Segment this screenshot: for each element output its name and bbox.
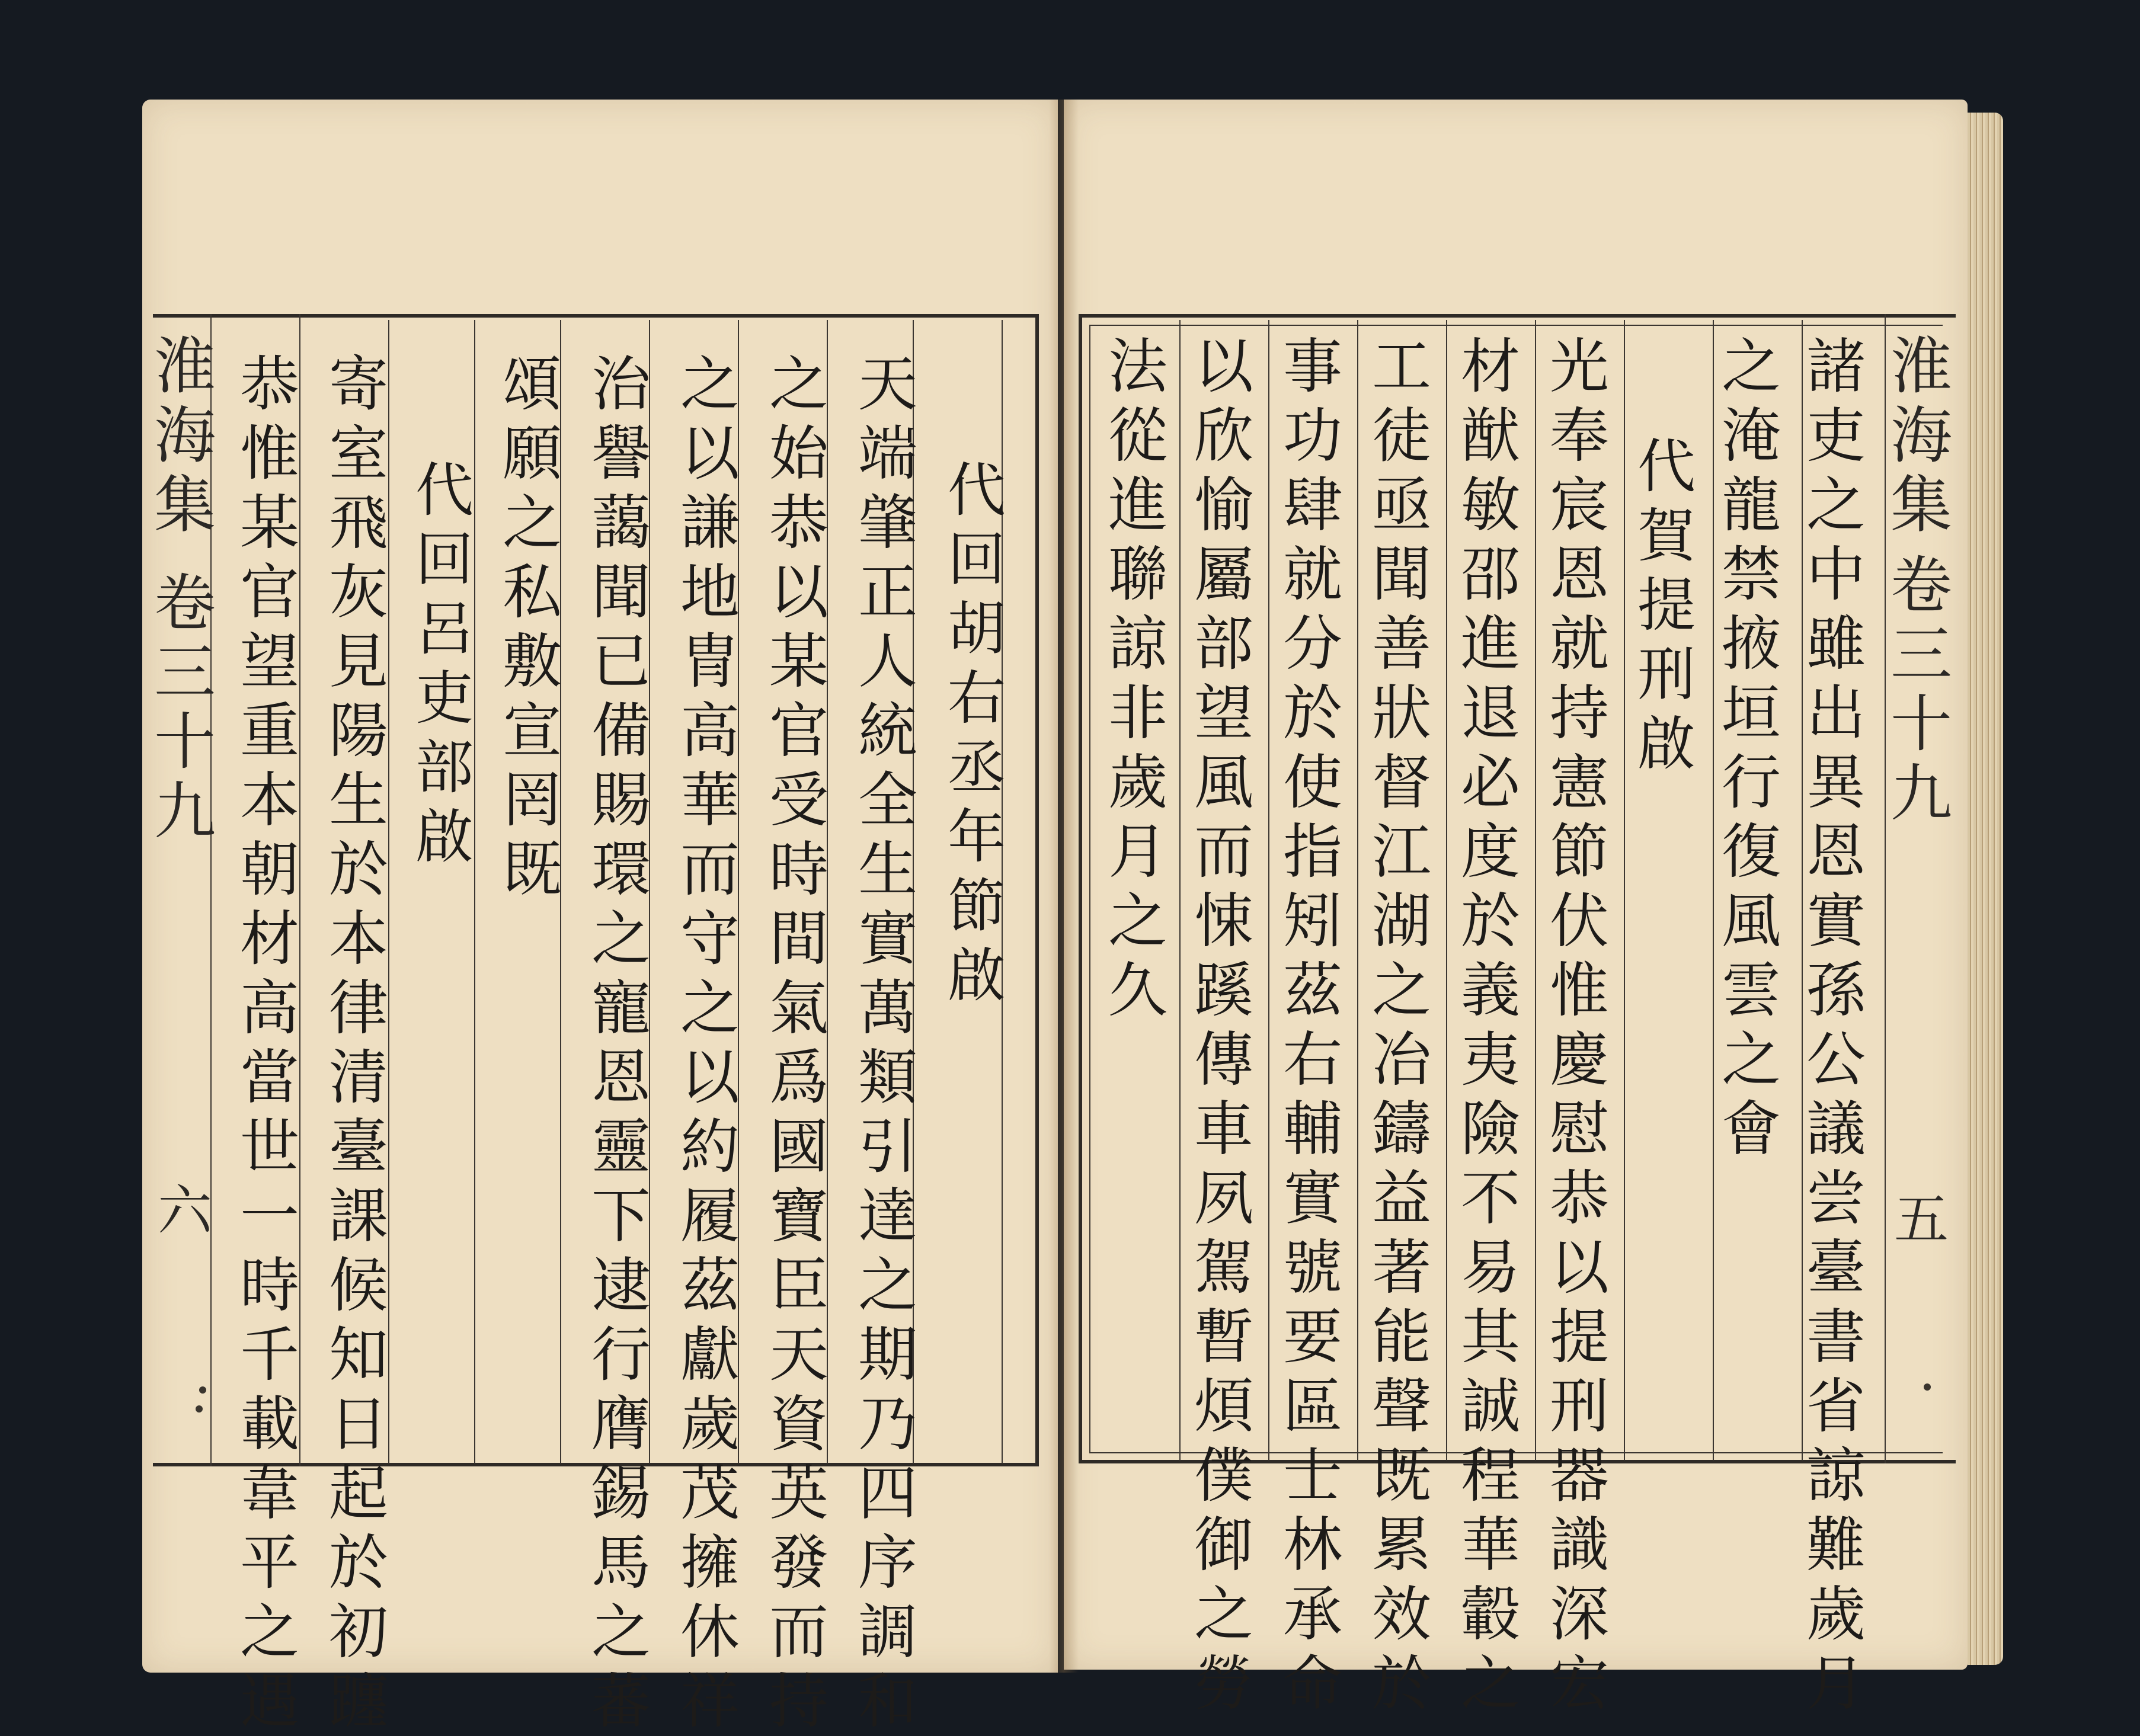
left-column-rule [388, 320, 389, 1463]
right-column-rule [1802, 320, 1803, 1460]
right-column-rule [1713, 320, 1714, 1460]
left-column-7: 代 回 呂 吏 部 啟 [415, 457, 474, 871]
left-column-8: 寄 室 飛 灰 見 陽 生 於 本 律 清 臺 課 候 知 日 起 於 初 躔 [329, 350, 388, 1736]
right-column-rule [1535, 320, 1536, 1460]
right-margin-rule [1885, 314, 1886, 1463]
right-column-1: 諸 吏 之 中 雖 出 異 恩 實 孫 公 議 尝 臺 書 省 諒 難 歲 月 [1806, 332, 1866, 1718]
right-folio-number: 五 [1893, 1188, 1949, 1251]
right-column-rule [1446, 320, 1447, 1460]
right-column-rule [1624, 320, 1625, 1460]
left-column-rule [474, 320, 475, 1463]
right-column-rule [1179, 320, 1181, 1460]
right-column-3: 代 賀 提 刑 啟 [1637, 433, 1696, 778]
left-column-1: 代 回 胡 右 丞 年 節 啟 [947, 457, 1006, 1010]
right-column-2: 之 淹 龍 禁 掖 垣 行 復 風 雲 之 會 [1722, 332, 1781, 1164]
right-margin-volume: 卷 三 十 九 [1891, 549, 1953, 829]
left-column-9: 恭 惟 某 官 望 重 本 朝 材 高 當 世 一 時 千 載 韋 平 之 遇 [240, 350, 299, 1736]
book-gutter [1049, 100, 1079, 1673]
left-column-3: 之 始 恭 以 某 官 受 時 間 氣 爲 國 寶 臣 天 資 英 發 而 持 [769, 350, 829, 1736]
left-folio-number: 六 [157, 1179, 212, 1242]
right-column-6: 工 徒 亟 聞 善 狀 督 江 湖 之 冶 鑄 益 著 能 聲 既 累 效 於 [1372, 332, 1431, 1718]
page-edges [1968, 113, 2003, 1665]
binding-hole [1924, 1383, 1931, 1391]
right-margin-title: 淮 海 集 [1891, 330, 1953, 541]
binding-hole [196, 1405, 203, 1412]
right-column-8: 以 欣 愉 屬 部 望 風 而 悚 蹊 傳 車 夙 駕 暫 煩 僕 御 之 勞 [1194, 332, 1253, 1718]
left-margin-rule-2 [299, 314, 300, 1466]
left-column-2: 天 端 肇 正 人 統 全 生 實 萬 類 引 達 之 期 乃 四 序 調 和 [858, 350, 917, 1736]
left-margin-title: 淮 海 集 [154, 330, 216, 541]
right-column-5: 材 猷 敏 邵 進 退 必 度 於 義 夷 險 不 易 其 誠 程 華 轂 之 [1461, 332, 1520, 1718]
right-column-rule [1268, 320, 1269, 1460]
left-margin-volume: 卷 三 十 九 [154, 567, 216, 847]
left-column-5: 治 譽 藹 聞 已 備 賜 環 之 寵 恩 靈 下 逮 行 膺 錫 馬 之 蕃 [591, 350, 651, 1736]
right-column-4: 光 奉 宸 恩 就 持 憲 節 伏 惟 慶 慰 恭 以 提 刑 器 識 深 宏 [1550, 332, 1609, 1718]
left-column-6: 頌 願 之 私 敷 宣 罔 既 [503, 350, 562, 904]
right-column-7: 事 功 肆 就 分 於 使 指 矧 茲 右 輔 實 號 要 區 士 林 承 命 [1283, 332, 1342, 1718]
right-column-9: 法 從 進 聯 諒 非 歲 月 之 久 [1108, 332, 1167, 1025]
right-column-rule [1357, 320, 1358, 1460]
left-column-4: 之 以 謙 地 冑 高 華 而 守 之 以 約 履 茲 獻 歲 茂 擁 休 祥 [680, 350, 740, 1736]
binding-hole [199, 1386, 206, 1394]
